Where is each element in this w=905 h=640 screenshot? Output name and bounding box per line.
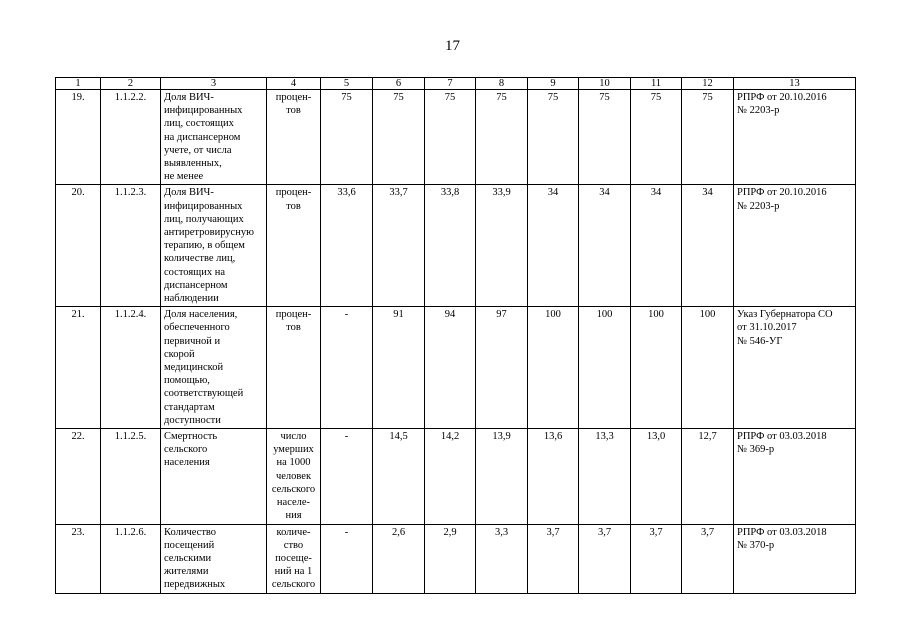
source-cell xyxy=(734,185,856,307)
value-cell: 34 xyxy=(682,185,734,307)
table-row xyxy=(56,90,856,185)
value-cell: 14,2 xyxy=(425,429,476,524)
value-cell: 100 xyxy=(631,307,682,429)
value-cell: 91 xyxy=(373,307,425,429)
column-header: 10 xyxy=(579,78,631,90)
unit-text: количе- ство посеще- ний на 1 сельского xyxy=(271,526,316,591)
indicator-name xyxy=(161,429,267,524)
source-cell xyxy=(734,524,856,593)
source-text: РПРФ от 03.03.2018 № 369-р xyxy=(737,431,827,456)
value-cell: 13,9 xyxy=(476,429,528,524)
row-code: 1.1.2.6. xyxy=(101,524,161,593)
value-cell: 94 xyxy=(425,307,476,429)
row-number: 21. xyxy=(56,307,101,429)
column-header: 8 xyxy=(476,78,528,90)
value-cell: 75 xyxy=(631,90,682,185)
indicator-text: Доля населения, обеспеченного первичной и скорой медицинской помощью, соответствующей стандартам доступности xyxy=(164,309,244,426)
source-cell xyxy=(734,90,856,185)
table-row xyxy=(56,185,856,307)
column-header: 4 xyxy=(267,78,321,90)
indicator-text: Смертность сельского населения xyxy=(164,431,218,469)
column-header: 9 xyxy=(528,78,579,90)
value-cell: - xyxy=(321,524,373,593)
column-header: 13 xyxy=(734,78,856,90)
value-cell: - xyxy=(321,429,373,524)
row-number: 23. xyxy=(56,524,101,593)
row-code: 1.1.2.5. xyxy=(101,429,161,524)
source-cell xyxy=(734,307,856,429)
value-cell: 33,9 xyxy=(476,185,528,307)
value-cell: 2,6 xyxy=(373,524,425,593)
value-cell: 33,6 xyxy=(321,185,373,307)
column-header: 3 xyxy=(161,78,267,90)
row-number: 20. xyxy=(56,185,101,307)
row-number: 19. xyxy=(56,90,101,185)
value-cell: 100 xyxy=(682,307,734,429)
value-cell: 75 xyxy=(373,90,425,185)
value-cell: 13,6 xyxy=(528,429,579,524)
value-cell: 34 xyxy=(631,185,682,307)
value-cell: - xyxy=(321,307,373,429)
indicator-name xyxy=(161,90,267,185)
column-header: 5 xyxy=(321,78,373,90)
value-cell: 13,0 xyxy=(631,429,682,524)
indicator-name xyxy=(161,185,267,307)
unit-text: процен- тов xyxy=(275,187,312,212)
indicator-text: Количество посещений сельскими жителями передвижных xyxy=(164,526,226,591)
source-cell xyxy=(734,429,856,524)
row-number: 22. xyxy=(56,429,101,524)
value-cell: 12,7 xyxy=(682,429,734,524)
column-header: 6 xyxy=(373,78,425,90)
row-code: 1.1.2.2. xyxy=(101,90,161,185)
unit-text: процен- тов xyxy=(275,309,312,334)
value-cell: 13,3 xyxy=(579,429,631,524)
value-cell: 75 xyxy=(682,90,734,185)
column-header: 11 xyxy=(631,78,682,90)
value-cell: 3,3 xyxy=(476,524,528,593)
column-header: 2 xyxy=(101,78,161,90)
unit-text: процен- тов xyxy=(275,92,312,117)
value-cell: 3,7 xyxy=(528,524,579,593)
value-cell: 33,7 xyxy=(373,185,425,307)
indicator-table xyxy=(55,77,856,594)
unit-cell xyxy=(267,429,321,524)
value-cell: 14,5 xyxy=(373,429,425,524)
value-cell: 2,9 xyxy=(425,524,476,593)
value-cell: 75 xyxy=(425,90,476,185)
value-cell: 97 xyxy=(476,307,528,429)
unit-cell xyxy=(267,524,321,593)
row-code: 1.1.2.3. xyxy=(101,185,161,307)
value-cell: 75 xyxy=(528,90,579,185)
source-text: РПРФ от 03.03.2018 № 370-р xyxy=(737,526,827,551)
indicator-name xyxy=(161,307,267,429)
value-cell: 100 xyxy=(579,307,631,429)
value-cell: 100 xyxy=(528,307,579,429)
source-text: Указ Губернатора СО от 31.10.2017 № 546-УГ xyxy=(737,309,833,347)
column-header: 12 xyxy=(682,78,734,90)
table-row xyxy=(56,429,856,524)
table-header-row xyxy=(56,78,856,90)
column-header: 1 xyxy=(56,78,101,90)
indicator-name xyxy=(161,524,267,593)
value-cell: 75 xyxy=(579,90,631,185)
value-cell: 75 xyxy=(321,90,373,185)
unit-cell xyxy=(267,307,321,429)
value-cell: 75 xyxy=(476,90,528,185)
table-row xyxy=(56,524,856,593)
source-text: РПРФ от 20.10.2016 № 2203-р xyxy=(737,92,827,117)
row-code: 1.1.2.4. xyxy=(101,307,161,429)
value-cell: 34 xyxy=(579,185,631,307)
unit-cell xyxy=(267,185,321,307)
indicator-text: Доля ВИЧ- инфицированных лиц, состоящих на диспансерном учете, от числа выявленных, не менее xyxy=(164,92,243,183)
value-cell: 3,7 xyxy=(579,524,631,593)
value-cell: 3,7 xyxy=(682,524,734,593)
unit-text: число умерших на 1000 человек сельского населе- ния xyxy=(271,431,316,522)
page-number: 17 xyxy=(445,38,460,54)
value-cell: 3,7 xyxy=(631,524,682,593)
value-cell: 34 xyxy=(528,185,579,307)
unit-cell xyxy=(267,90,321,185)
indicator-text: Доля ВИЧ- инфицированных лиц, получающих антиретровирусную терапию, в общем количестве лиц, состоящих на диспансерном наблюдении xyxy=(164,187,254,305)
table-row xyxy=(56,307,856,429)
column-header: 7 xyxy=(425,78,476,90)
value-cell: 33,8 xyxy=(425,185,476,307)
source-text: РПРФ от 20.10.2016 № 2203-р xyxy=(737,187,827,212)
